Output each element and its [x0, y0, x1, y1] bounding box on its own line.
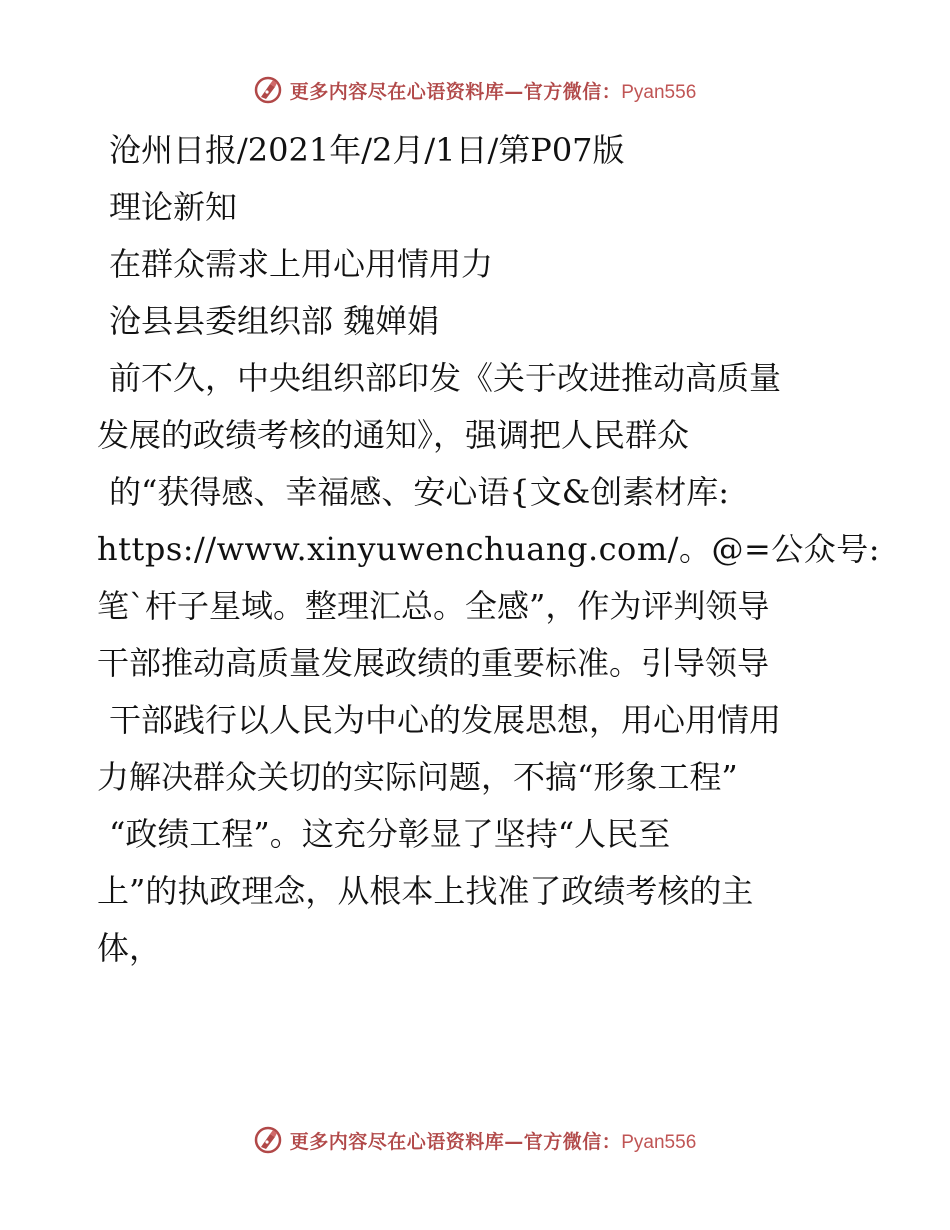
- body-line: 发展的政绩考核的通知》，强调把人民群众: [97, 416, 690, 454]
- body-line: 上”的执政理念，从根本上找准了政绩考核的主: [97, 872, 754, 910]
- body-line: https://www.xinyuwenchuang.com/。@=公众号:: [97, 530, 881, 568]
- body-line: “政绩工程”。这充分彰显了坚持“人民至: [109, 815, 671, 853]
- pen-nib-logo-icon: [254, 1126, 282, 1154]
- watermark-text-cn: 更多内容尽在心语资料库—官方微信：: [289, 80, 622, 103]
- body-line: 笔`杆子星域。整理汇总。全感”，作为评判领导: [97, 587, 770, 625]
- watermark-text: [290, 77, 697, 104]
- document-body: [97, 122, 881, 977]
- watermark-text: [290, 1127, 697, 1154]
- pen-nib-logo-icon: [254, 76, 282, 104]
- watermark-text-cn: 更多内容尽在心语资料库—官方微信：: [289, 1130, 622, 1153]
- publication-line: 沧州日报/2021年/2月/1日/第P07版: [109, 131, 625, 169]
- body-line: 干部践行以人民为中心的发展思想，用心用情用: [109, 701, 782, 739]
- body-line: 体，: [97, 929, 162, 967]
- article-author: 沧县县委组织部 魏婵娟: [109, 302, 440, 340]
- watermark-text-en: Pyan556: [621, 1131, 697, 1153]
- body-line: 干部推动高质量发展政绩的重要标准。引导领导: [97, 644, 770, 682]
- body-line: 力解决群众关切的实际问题，不搞“形象工程”: [97, 758, 738, 796]
- body-line: 前不久，中央组织部印发《关于改进推动高质量: [109, 359, 782, 397]
- body-line: 的“获得感、幸福感、安心语{文&创素材库:: [109, 473, 729, 511]
- header-watermark: [0, 70, 950, 110]
- section-label: 理论新知: [109, 188, 238, 226]
- article-title: 在群众需求上用心用情用力: [109, 245, 494, 283]
- watermark-text-en: Pyan556: [621, 81, 697, 103]
- footer-watermark: [0, 1120, 950, 1160]
